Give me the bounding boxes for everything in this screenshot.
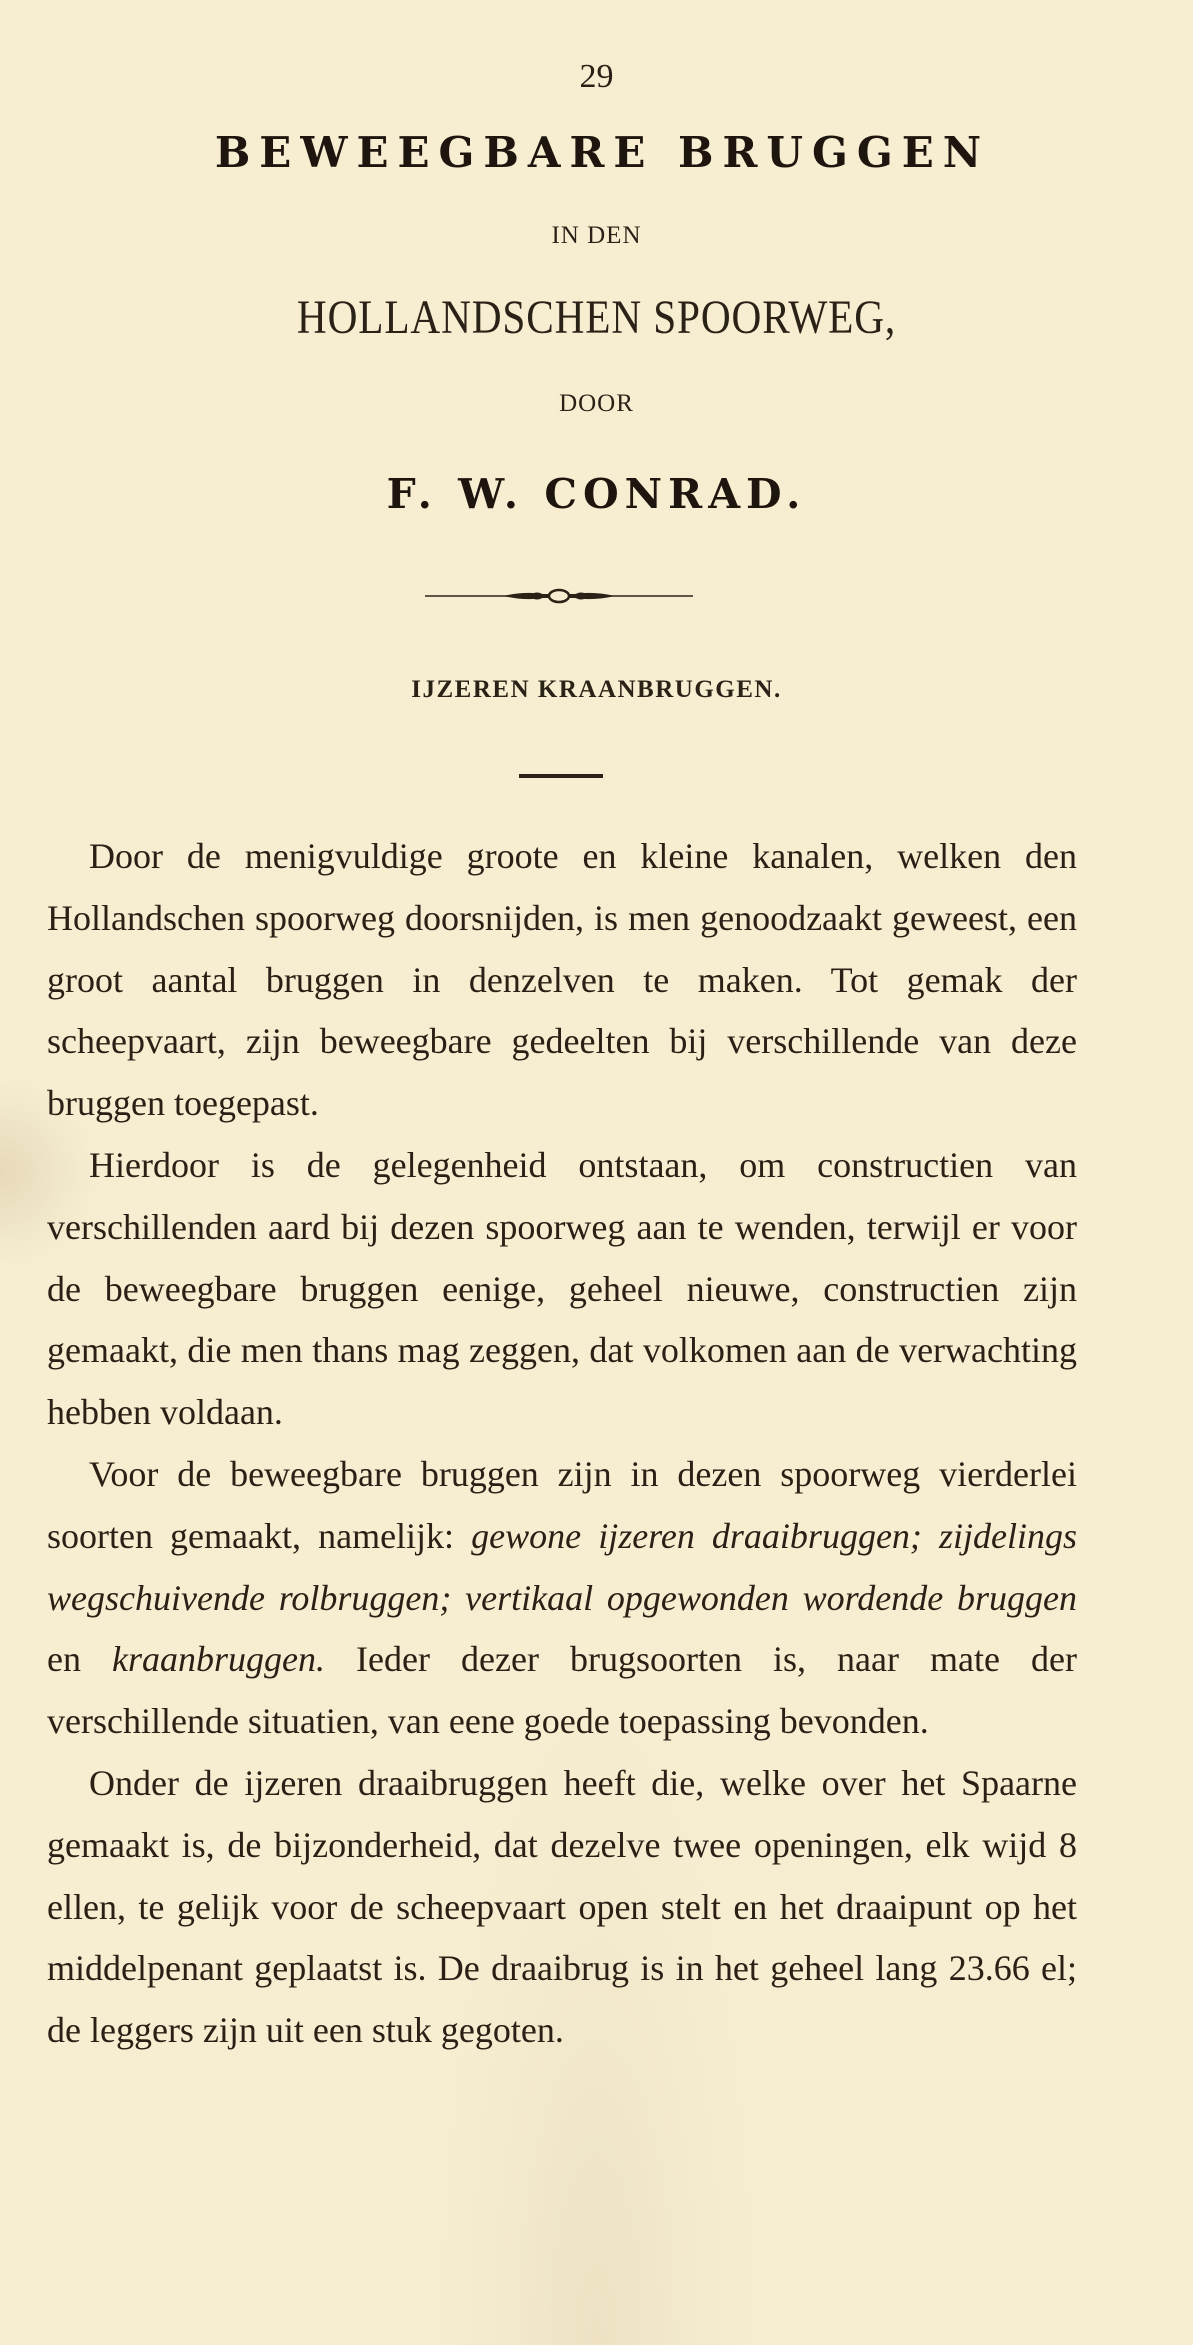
section-heading: IJZEREN KRAANBRUGGEN. [411, 676, 782, 703]
paragraph-3-connector: en [47, 1639, 113, 1680]
paragraph-4: Onder de ijzeren draaibruggen heeft die, welke over het Spaarne gemaakt is, de bijzonderheid, dat dezelve twee openingen, elk wijd 8 ellen, te gelijk voor de scheepvaart open stelt en het draaipunt op het middelpenant geplaatst is. De draaibrug is in het geheel lang 23.66 el; de leggers zijn uit een stuk gegoten. [47, 1762, 1077, 2051]
paragraph-3-conclusion: Ieder dezer brugsoorten is, naar mate der verschillende situatien, van eene goede toepassing bevonden. [47, 1639, 1077, 1742]
paragraph-1: Door de menigvuldige groote en kleine kanalen, welken den Hollandschen spoorweg doorsnijden, is men genoodzaakt geweest, een groot aantal bruggen in denzelven te maken. Tot gemak der scheepvaart, zijn beweegbare gedeelten bij verschillende van deze bruggen toegepast. [47, 836, 1077, 1124]
title-connector: IN DEN [551, 222, 642, 249]
paragraph-3 [47, 1444, 1077, 1753]
paragraph-3-bridge-types: gewone ijzeren draaibruggen; zijdelings wegschuivende rolbruggen; vertikaal opgewonden wordende bruggen [47, 1515, 1077, 1618]
paragraph-3-crane-bridges: kraanbruggen. [112, 1639, 326, 1680]
paragraph-2: Hierdoor is de gelegenheid ontstaan, om constructien van verschillenden aard bij dezen spoorweg aan te wenden, terwijl er voor de beweegbare bruggen eenige, geheel nieuwe, constructien zijn gemaakt, die men thans mag zeggen, dat volkomen aan de verwachting hebben voldaan. [47, 1144, 1077, 1433]
byline-word: DOOR [559, 390, 634, 417]
author-name: F. W. CONRAD. [386, 470, 807, 518]
title-main: BEWEEGBARE BRUGGEN [214, 128, 991, 177]
section-rule [519, 774, 603, 778]
ornamental-rule-icon [425, 584, 693, 608]
page-number: 29 [579, 58, 614, 95]
title-subject: HOLLANDSCHEN SPOORWEG, [296, 291, 897, 344]
paragraph-3-intro: Voor de beweegbare bruggen zijn in dezen spoorweg vierderlei soorten gemaakt, namelijk: [47, 1453, 1077, 1556]
body-text [47, 826, 1077, 2062]
